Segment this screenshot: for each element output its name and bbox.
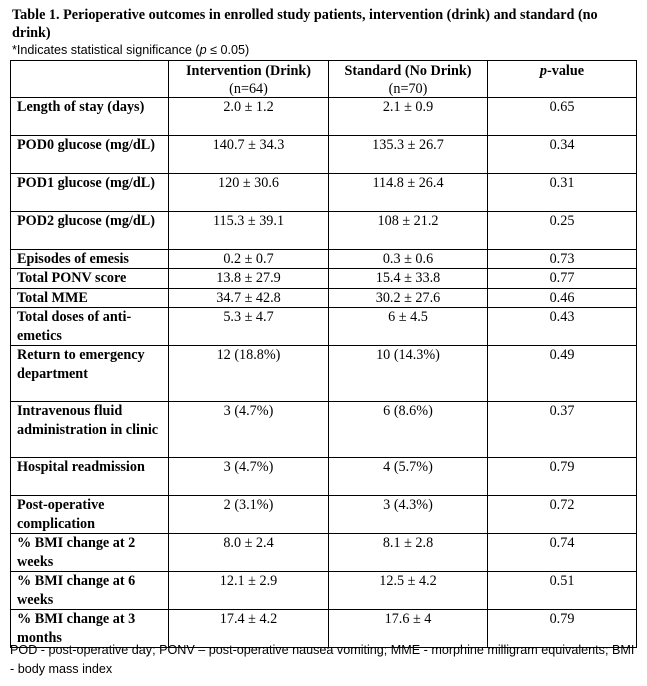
intervention-value: 140.7 ± 34.3 xyxy=(169,135,329,173)
table-row xyxy=(11,288,637,308)
significance-note xyxy=(12,42,637,58)
p-value: 0.51 xyxy=(488,572,637,610)
table-title: Table 1. Perioperative outcomes in enrolled study patients, intervention (drink) and standard (no drink) xyxy=(12,7,598,41)
intervention-value: 2 (3.1%) xyxy=(169,496,329,534)
p-value: 0.79 xyxy=(488,458,637,496)
row-label: Intravenous fluid administration in clinic xyxy=(11,402,169,458)
row-label: Episodes of emesis xyxy=(11,249,169,269)
row-label: POD2 glucose (mg/dL) xyxy=(11,211,169,249)
table-row xyxy=(11,173,637,211)
table-row xyxy=(11,534,637,572)
table-row xyxy=(11,97,637,135)
row-label: Post-operative complication xyxy=(11,496,169,534)
table-row xyxy=(11,402,637,458)
standard-value: 3 (4.3%) xyxy=(329,496,488,534)
standard-value: 17.6 ± 4 xyxy=(329,610,488,648)
table-row xyxy=(11,269,637,289)
row-label: Total MME xyxy=(11,288,169,308)
header-intervention-n: (n=64) xyxy=(229,80,268,97)
standard-value: 4 (5.7%) xyxy=(329,458,488,496)
table-row xyxy=(11,308,637,346)
standard-value: 12.5 ± 4.2 xyxy=(329,572,488,610)
header-standard-n: (n=70) xyxy=(388,80,428,97)
standard-value: 10 (14.3%) xyxy=(329,346,488,402)
row-label: Total PONV score xyxy=(11,269,169,289)
row-label: % BMI change at 3 months xyxy=(11,610,169,648)
row-label: % BMI change at 6 weeks xyxy=(11,572,169,610)
intervention-value: 115.3 ± 39.1 xyxy=(169,211,329,249)
standard-value: 2.1 ± 0.9 xyxy=(329,97,488,135)
table-row xyxy=(11,249,637,269)
p-value: 0.72 xyxy=(488,496,637,534)
p-value: 0.73 xyxy=(488,249,637,269)
table-row xyxy=(11,496,637,534)
p-value: 0.25 xyxy=(488,211,637,249)
p-value: 0.46 xyxy=(488,288,637,308)
standard-value: 15.4 ± 33.8 xyxy=(329,269,488,289)
p-value: 0.31 xyxy=(488,173,637,211)
row-label: Length of stay (days) xyxy=(11,97,169,135)
intervention-value: 120 ± 30.6 xyxy=(169,173,329,211)
standard-value: 6 (8.6%) xyxy=(329,402,488,458)
table-footnote: POD - post-operative day; PONV – post-operative nausea vomiting; MME - morphine milligram equivalents; BMI - body mass index xyxy=(10,643,635,676)
standard-value: 30.2 ± 27.6 xyxy=(329,288,488,308)
p-value: 0.65 xyxy=(488,97,637,135)
intervention-value: 12 (18.8%) xyxy=(169,346,329,402)
table-row xyxy=(11,572,637,610)
p-value: 0.74 xyxy=(488,534,637,572)
intervention-value: 5.3 ± 4.7 xyxy=(169,308,329,346)
header-p-symbol: p xyxy=(539,63,548,79)
table-row xyxy=(11,211,637,249)
row-label: Return to emergency department xyxy=(11,346,169,402)
table-row xyxy=(11,135,637,173)
note-p-symbol: p xyxy=(199,43,207,57)
standard-value: 0.3 ± 0.6 xyxy=(329,249,488,269)
outcomes-table xyxy=(10,60,637,648)
header-row xyxy=(11,61,637,98)
row-label: POD1 glucose (mg/dL) xyxy=(11,173,169,211)
p-value: 0.77 xyxy=(488,269,637,289)
intervention-value: 3 (4.7%) xyxy=(169,458,329,496)
table-row xyxy=(11,346,637,402)
note-prefix: *Indicates statistical significance ( xyxy=(12,43,200,57)
intervention-value: 8.0 ± 2.4 xyxy=(169,534,329,572)
p-value: 0.37 xyxy=(488,402,637,458)
header-empty xyxy=(11,61,169,98)
table-row xyxy=(11,458,637,496)
header-pvalue xyxy=(488,61,637,98)
standard-value: 108 ± 21.2 xyxy=(329,211,488,249)
intervention-value: 13.8 ± 27.9 xyxy=(169,269,329,289)
header-intervention-label: Intervention (Drink) xyxy=(186,63,311,79)
p-value: 0.79 xyxy=(488,610,637,648)
row-label: POD0 glucose (mg/dL) xyxy=(11,135,169,173)
standard-value: 114.8 ± 26.4 xyxy=(329,173,488,211)
standard-value: 6 ± 4.5 xyxy=(329,308,488,346)
intervention-value: 0.2 ± 0.7 xyxy=(169,249,329,269)
row-label: Hospital readmission xyxy=(11,458,169,496)
intervention-value: 2.0 ± 1.2 xyxy=(169,97,329,135)
intervention-value: 12.1 ± 2.9 xyxy=(169,572,329,610)
intervention-value: 17.4 ± 4.2 xyxy=(169,610,329,648)
header-intervention xyxy=(169,61,329,98)
header-standard xyxy=(329,61,488,98)
standard-value: 8.1 ± 2.8 xyxy=(329,534,488,572)
table-body xyxy=(11,97,637,648)
p-value: 0.34 xyxy=(488,135,637,173)
row-label: Total doses of anti-emetics xyxy=(11,308,169,346)
intervention-value: 34.7 ± 42.8 xyxy=(169,288,329,308)
table-caption xyxy=(12,6,637,58)
header-standard-label: Standard (No Drink) xyxy=(344,63,472,79)
p-value: 0.43 xyxy=(488,308,637,346)
standard-value: 135.3 ± 26.7 xyxy=(329,135,488,173)
note-suffix: ≤ 0.05) xyxy=(206,43,250,57)
header-pvalue-label: -value xyxy=(547,63,585,79)
intervention-value: 3 (4.7%) xyxy=(169,402,329,458)
p-value: 0.49 xyxy=(488,346,637,402)
row-label: % BMI change at 2 weeks xyxy=(11,534,169,572)
